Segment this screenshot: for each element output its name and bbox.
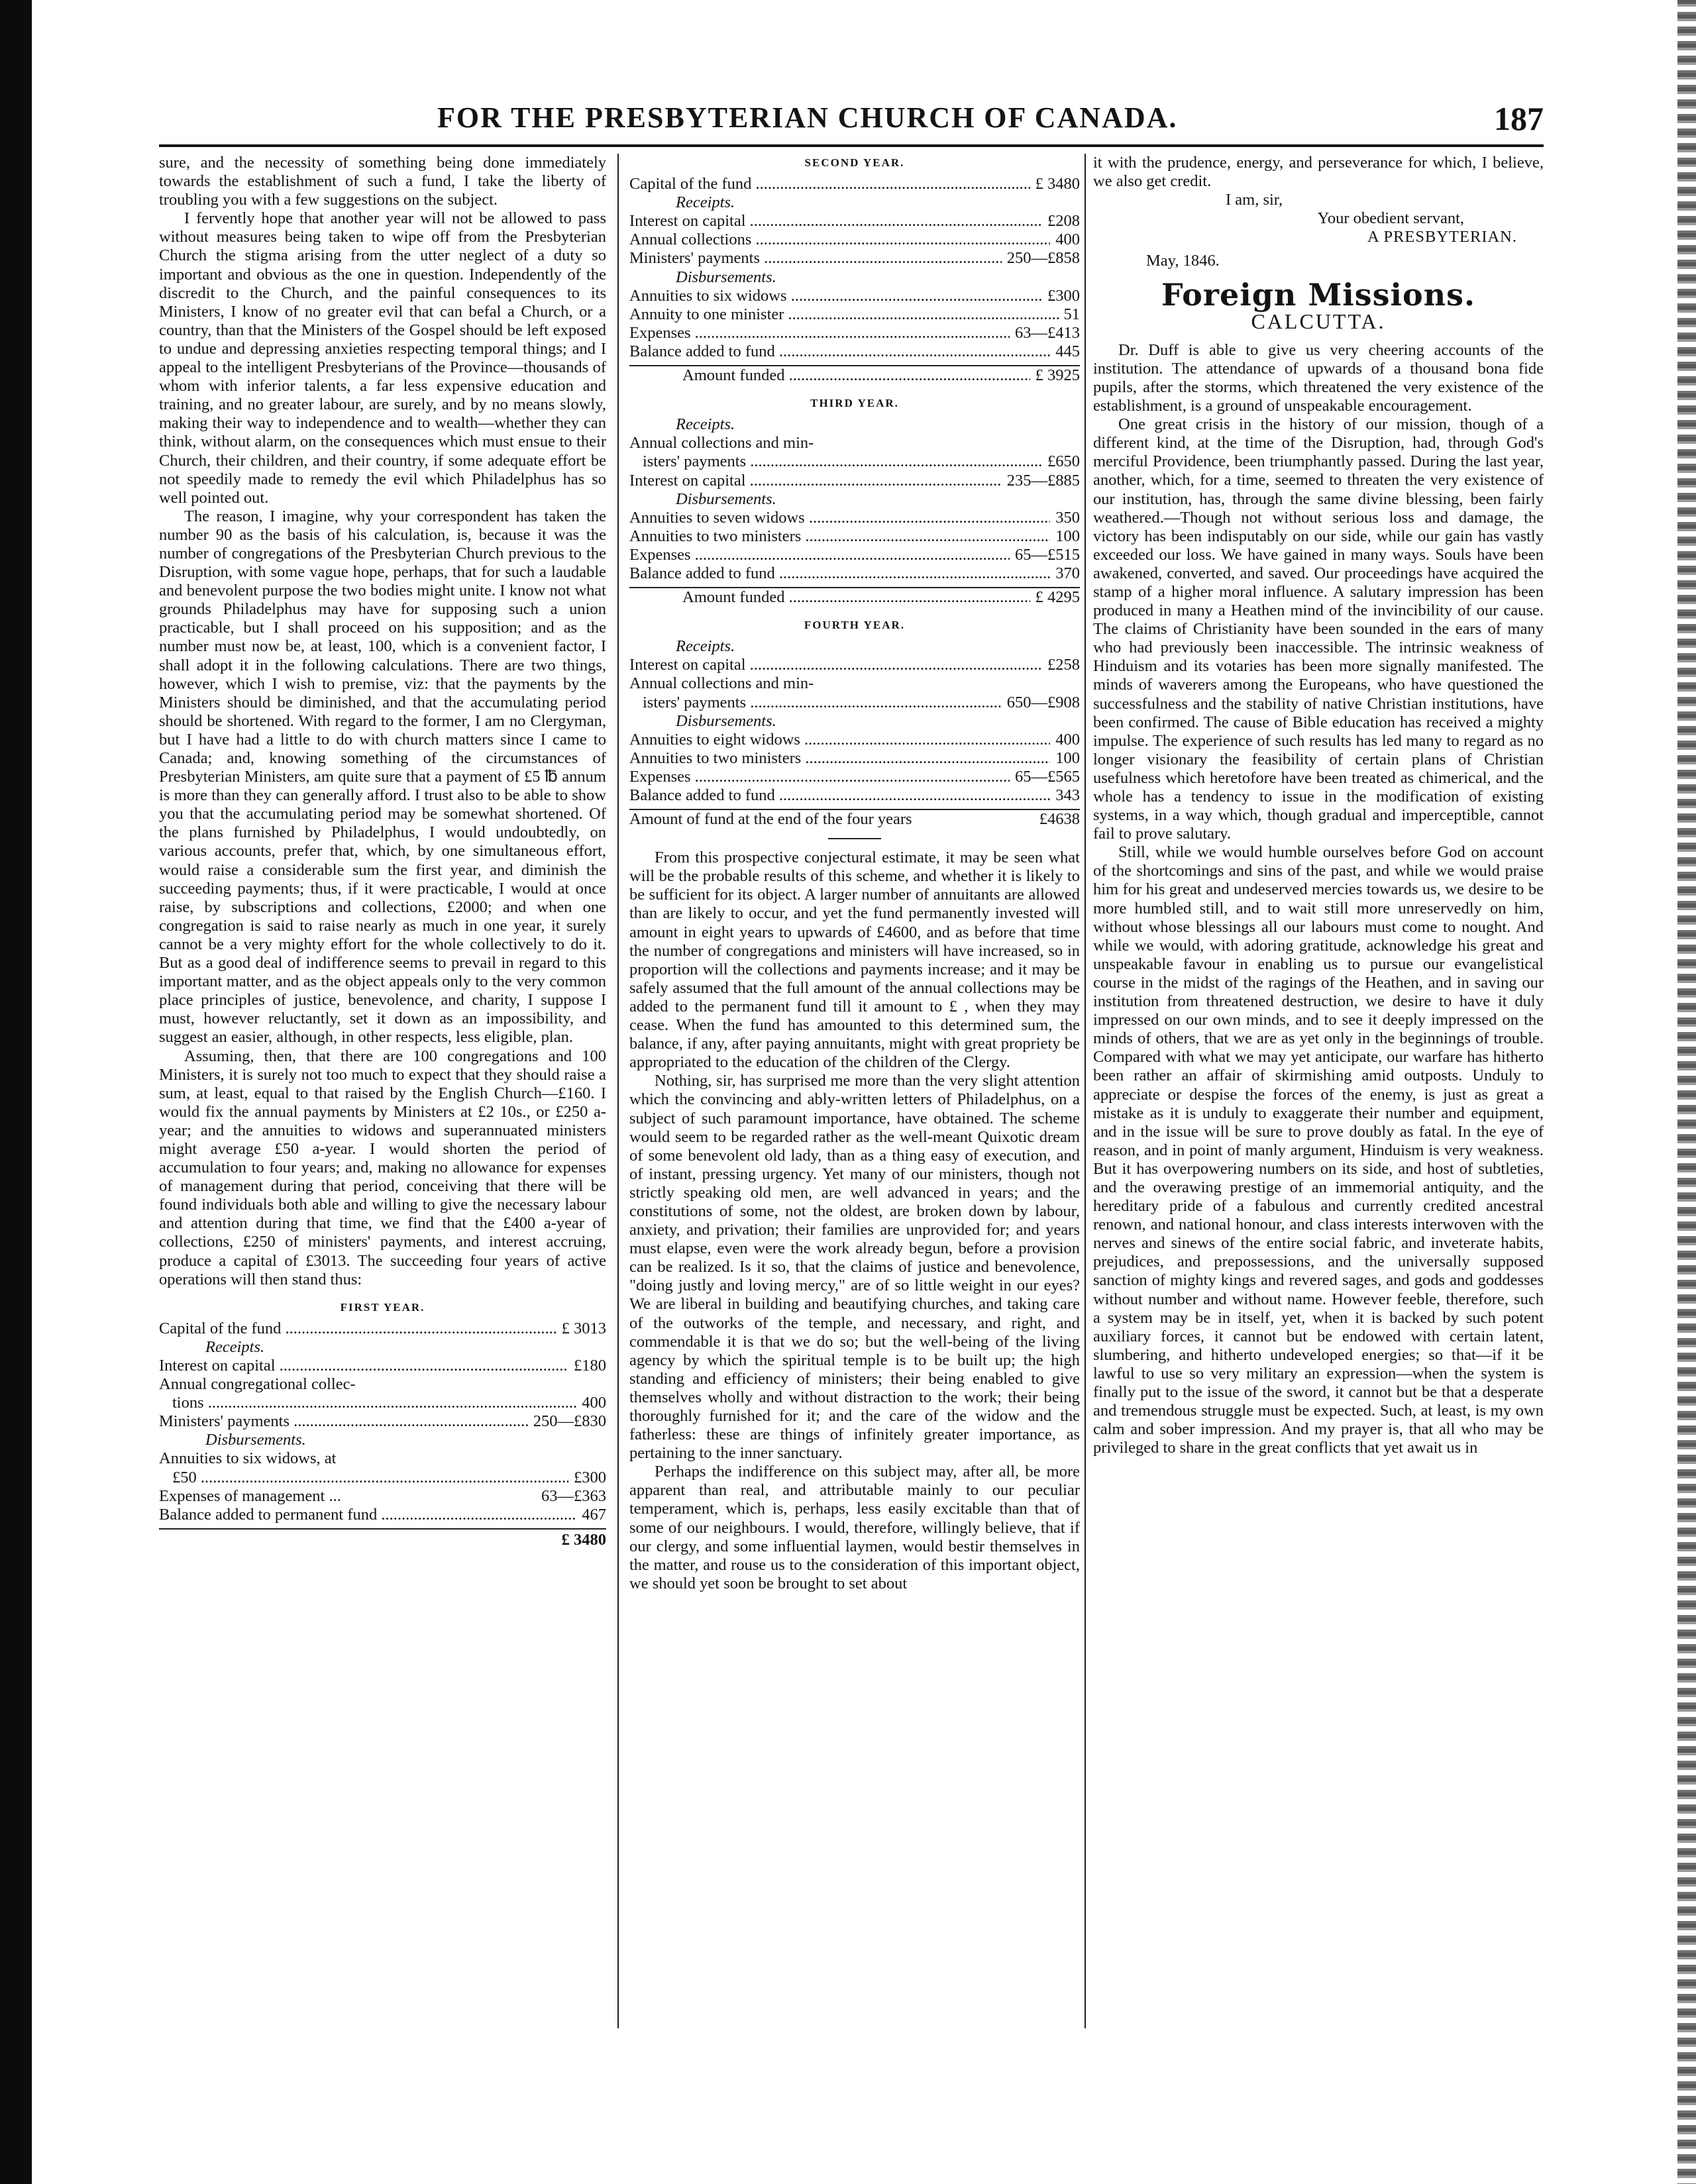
scan-border-right [1677, 0, 1696, 2184]
ledger-line: Expenses ..... 65—£515 [629, 546, 1080, 564]
ledger-fourth-year [629, 616, 1080, 829]
ledger-line: Balance added to fund ..... 370 [629, 564, 1080, 583]
ledger-subhead: Disbursements. [676, 490, 776, 508]
ledger-subhead: Disbursements. [676, 268, 776, 286]
ledger-line: tions ..... 400 [159, 1394, 606, 1412]
ledger-line: Interest on capital ..... £258 [629, 656, 1080, 674]
ledger-line: Expenses of management ... 63—£363 [159, 1486, 606, 1505]
ledger-line: Expenses ..... 63—£413 [629, 324, 1080, 342]
ledger-total: Amount funded ..... £ 3925 [629, 365, 1080, 385]
ledger-line: isters' payments ..... £650 [629, 452, 1080, 471]
letter-date: May, 1846. [1146, 252, 1220, 270]
ledger-first-year [159, 1298, 606, 1549]
ledger-line: Interest on capital ..... 235—£885 [629, 472, 1080, 490]
ledger-line: Annuities to six widows ..... £300 [629, 287, 1080, 305]
paragraph: Dr. Duff is able to give us very cheering accounts of the institution. The attendance of upwards of a thousand bona fide pupils, after the storms, which threatened the very existence of the establishment, is a ground of unspeakable encouragement. [1093, 340, 1544, 415]
ledger-line: Annuities to seven widows ..... 350 [629, 509, 1080, 527]
ledger-line: Annuities to two ministers ..... 100 [629, 527, 1080, 546]
ledger-line: Capital of the fund ..... £ 3013 [159, 1320, 606, 1338]
ledger-subhead: Disbursements. [676, 711, 776, 730]
ledger-line: Ministers' payments ..... 250—£858 [629, 249, 1080, 268]
year-heading: SECOND YEAR. [804, 156, 905, 169]
ledger-total: Amount funded ..... £ 4295 [629, 587, 1080, 607]
column-rule-1 [617, 154, 619, 2028]
ledger-line: Expenses ..... 65—£565 [629, 768, 1080, 786]
paragraph: Still, while we would humble ourselves before God on account of the shortcomings and sins of the past, and while we would praise him for his great and undeserved mercies towards us, we desire to be more humbled still, and to wait still more unreservedly on him, without whose blessings all our labours must come to nought. And while we would, with adoring gratitude, acknowledge his great and unspeakable favour in enabling us to pursue our evangelistical course in the midst of the ragings of the Heathen, and in saving our institution from threatened destruction, we desire to have it duly impressed on our own minds, and to see it deeply impressed on the minds of others, that we are as yet only in the beginnings of trouble. Compared with what we may yet anticipate, our warfare has hitherto been rather an affair of skirmishing amid outposts. Unduly to appreciate or despise the forces of the enemy, is just as great a mistake as it is unduly to exaggerate their number and equipment, and in the issue will be sure to prove doubly as fatal. In the eye of reason, and in point of manly argument, Hinduism is very weakness. But it has overpowering numbers on its side, and host of subtleties, and the overawing prestige of an immemorial antiquity, and the hereditary pride of a fabulous and currently credited ancestral renown, and national honour, and class interests interwoven with the nerves and sinews of the entire social fabric, and inveterate habits, prejudices, and prepossessions, and the universally supposed sanction of mighty kings and revered sages, and gods and goddesses without number and without name. However feeble, therefore, such a system may be in itself, yet, when it is backed by such potent auxiliary forces, it cannot but be endowed with certain latent, slumbering, and hitherto undeveloped energies; so that—if it be lawful to use so very military an expression—when the system is finally put to the issue of the sword, it cannot but be that a desperate and tremendous struggle must be expected. Such, at least, is my own calm and sober impression. And my prayer is, that all who may be privileged to share in the great conflicts that yet await us in [1093, 843, 1544, 1457]
paragraph: Nothing, sir, has surprised me more than the very slight attention which the convincing and ably-written letters of Philadelphus, on a subject of such paramount importance, have obtained. The scheme would seem to be regarded rather as the well-meant Quixotic dream of some benevolent old lady, than as a thing easy of execution, and of instant, pressing urgency. Yet many of our ministers, though not strictly speaking old men, are well advanced in years; and the constitutions of some, not the oldest, are broken down by labour, anxiety, and privation; their families are unprovided for; and years must elapse, even were the work already begun, before a provision can be realized. Is it so, that the claims of justice and benevolence, "doing justly and loving mercy," are of so little weight in our eyes? We are liberal in building and beautifying churches, and taking care of the outworks of the temple, and necessary, and right, and commendable it is that we do so; but the well-being of the living agency by which the spiritual temple is to be built up; the high standing and efficiency of ministers; their being enabled to give themselves wholly and without distraction to the work; their being thoroughly furnished for it; and the care of the widow and the fatherless: these are things of infinitely greater importance, as pertaining to the inner sanctuary. [629, 1072, 1080, 1463]
ledger-line: Annuity to one minister ..... 51 [629, 305, 1080, 324]
ledger-total: Amount of fund at the end of the four years £4638 [629, 810, 1080, 829]
page-number: 187 [1494, 100, 1544, 137]
paragraph: The reason, I imagine, why your correspondent has taken the number 90 as the basis of his calculation, is, because it was the number of congregations of the Presbyterian Church previous to the Disruption, with some vague hope, perhaps, that for such a laudable and benevolent purpose the two bodies might unite. I know not what grounds Philadelphus may have for supposing such a union practicable, but I shall proceed on his supposition; and as the number must now be, at least, 100, which is a convenient factor, I shall adopt it in the following calculations. There are two things, however, which I wish to premise, viz: that the payments by the Ministers should be diminished, and that the accumulating period should be shortened. With regard to the former, I am no Clergyman, but I have had a little to do with church matters since I came to Canada; and, knowing something of the circumstances of Presbyterian Ministers, am quite sure that a payment of £5 ℔ annum is more than they can generally afford. I trust also to be able to show you that the accumulating period may be somewhat shortened. Of the plans furnished by Philadelphus, I would undoubtedly, on various accounts, prefer that, which, by one simultaneous effort, would raise a considerable sum the first year, and diminish the succeeding payments; thus, if it were practicable, I would at once raise, by subscriptions and collections, £2000; and when one congregation is said to raise nearly as much in one year, it surely cannot be a very mighty effort for the whole collectively to do it. But as a good deal of indifference seems to prevail in regard to this important matter, and as the object appeals only to the very common place principles of justice, benevolence, and charity, I suppose I must, however reluctantly, set it down as an impossibility, and suggest an easier, although, in other respects, less eligible, plan. [159, 507, 606, 1047]
page-header [159, 99, 1544, 139]
ledger-line: £50 ..... £300 [159, 1469, 606, 1487]
ledger-line: Interest on capital ..... £208 [629, 212, 1080, 231]
paragraph: it with the prudence, energy, and perseverance for which, I believe, we also get credit. [1093, 154, 1544, 191]
salutation: I am, sir, [1226, 191, 1283, 209]
year-heading: FIRST YEAR. [340, 1300, 425, 1314]
ledger-line: isters' payments ..... 650—£908 [629, 694, 1080, 712]
ledger-line: Annual collections and min- [629, 434, 814, 452]
ledger-subhead: Receipts. [676, 637, 735, 656]
ledger-subhead: Receipts. [205, 1337, 265, 1356]
ledger-line: Balance added to fund ..... 343 [629, 786, 1080, 805]
column-left [159, 154, 606, 2028]
closing-line: Your obedient servant, [1317, 209, 1464, 228]
ledger-line: Interest on capital ..... £180 [159, 1357, 606, 1375]
paragraph: Assuming, then, that there are 100 congregations and 100 Ministers, it is surely not too much to expect that they should raise a sum, at least, equal to that raised by the English Church—£160. I would fix the annual payments by Ministers at £2 10s., or £250 a-year; and the annuities to widows and superannuated ministers might average £50 a-year. I would shorten the period of accumulation to four years; and, making no allowance for expenses of management during that period, conceiving that there will be found individuals both able and willing to give the necessary labour and attention during that time, we find that the £400 a-year of collections, £250 of ministers' payments, and interest accruing, produce a capital of £3013. The succeeding four years of active operations will then stand thus: [159, 1047, 606, 1288]
ledger-line: Annuities to two ministers ..... 100 [629, 749, 1080, 768]
section-subtitle: CALCUTTA. [1251, 309, 1386, 333]
ledger-total: £ 3480 [159, 1528, 606, 1549]
column-rule-2 [1085, 154, 1086, 2028]
ledger-line: Annual collections ..... 400 [629, 231, 1080, 249]
signature: A PRESBYTERIAN. [1367, 228, 1517, 246]
ledger-subhead: Receipts. [676, 415, 735, 434]
paragraph: sure, and the necessity of something being done immediately towards the establishment of such a fund, I take the liberty of troubling you with a few suggestions on the subject. [159, 154, 606, 209]
paragraph: I fervently hope that another year will not be allowed to pass without measures being taken to wipe off from the Presbyterian Church the stigma arising from the utter neglect of a duty so important and obvious as the one in question. Independently of the discredit to the Church, and the painful consequences to its Ministers, I know of no greater evil that can befal a Church, or a country, than that the Ministers of the Gospel should be left exposed to undue and depressing anxieties respecting temporal things; and I appeal to the intelligent Presbyterians of the Province—thousands of whom with inferior talents, a far less expensive education and training, and no greater labour, are surely, and by no means slowly, making their way to independence and to wealth—whether they can think, without alarm, on the consequences which must ensue to their Church, their children, and their country, if some adequate effort be not speedily made to remedy the evil which Philadelphus has so well pointed out. [159, 209, 606, 507]
ledger-third-year [629, 394, 1080, 607]
ledger-second-year [629, 154, 1080, 385]
year-heading: FOURTH YEAR. [804, 619, 906, 632]
section-title: Foreign Missions. [1161, 276, 1476, 313]
paragraph: From this prospective conjectural estimate, it may be seen what will be the probable results of this scheme, and whether it is likely to be sufficient for its object. A larger number of annuitants are allowed than are likely to occur, and yet the fund permanently invested will amount in eight years to upwards of £4600, and as before that time the number of congregations and ministers will have increased, so in proportion will the collections and payments increase; and it may be safely assumed that the full amount of the annual collections may be added to the permanent fund till it amount to £ , when they may cease. When the fund has amounted to this determined sum, the balance, if any, after paying annuitants, might with great propriety be appropriated to the education of the children of the Clergy. [629, 849, 1080, 1072]
header-rule [159, 144, 1544, 147]
paragraph: Perhaps the indifference on this subject may, after all, be more apparent than real, and attributable mainly to our peculiar temperament, which is, perhaps, less easily excitable than that of some of our neighbours. I would, therefore, willingly believe, that if our clergy, and some influential laymen, would bestir themselves in the matter, and rouse us to the consideration of this important object, we should yet soon be brought to set about [629, 1463, 1080, 1592]
ledger-subhead: Disbursements. [205, 1431, 306, 1449]
year-heading: THIRD YEAR. [810, 397, 899, 410]
ledger-line: Balance added to permanent fund ..... 467 [159, 1506, 606, 1524]
column-right [1093, 154, 1544, 2028]
ledger-line: Annual collections and min- [629, 674, 814, 693]
paragraph: One great crisis in the history of our mission, though of a different kind, at the time of the Disruption, had, through God's merciful Providence, been triumphantly passed. During the last year, another, which, for a time, seemed to threaten the very existence of our institution, has, through the same divine blessing, been fairly weathered.—Though not without serious loss and damage, the victory has been indisputably on our side, while our gain has vastly exceeded our loss. We have gained in many ways. Souls have been awakened, converted, and saved. Our proceedings have acquired the stamp of a higher moral influence. A salutary impression has been produced in many a Heathen mind of the invincibility of our cause. The claims of Christianity have been sounded in the ears of many who had previously been inaccessible. The intrinsic weakness of Hinduism and its votaries has been more signally manifested. The minds of waverers among the Europeans, who have questioned the successfulness and the stability of native Christian institutions, have been confirmed. The cause of Bible education has received a mighty impulse. The experience of such results has led many to regard as no longer visionary the feasibility of certain plans of Christian usefulness which heretofore have been treated as chimerical, and the whole has a tendency to issue in the modification of existing systems, in a way which, though gradual and imperceptible, cannot fail to prove salutary. [1093, 415, 1544, 843]
ledger-line: Annuities to eight widows ..... 400 [629, 731, 1080, 749]
ledger-line: Annuities to six widows, at [159, 1449, 337, 1468]
ledger-subhead: Receipts. [676, 193, 735, 212]
scan-border-left [0, 0, 32, 2184]
column-middle [629, 154, 1080, 2028]
ledger-line: Capital of the fund ..... £ 3480 [629, 175, 1080, 193]
ledger-line: Annual congregational collec- [159, 1375, 356, 1394]
ledger-line: Balance added to fund ..... 445 [629, 342, 1080, 361]
ledger-line: Ministers' payments ..... 250—£830 [159, 1412, 606, 1431]
running-head: FOR THE PRESBYTERIAN CHURCH OF CANADA. [437, 101, 1178, 134]
separator [828, 838, 881, 839]
